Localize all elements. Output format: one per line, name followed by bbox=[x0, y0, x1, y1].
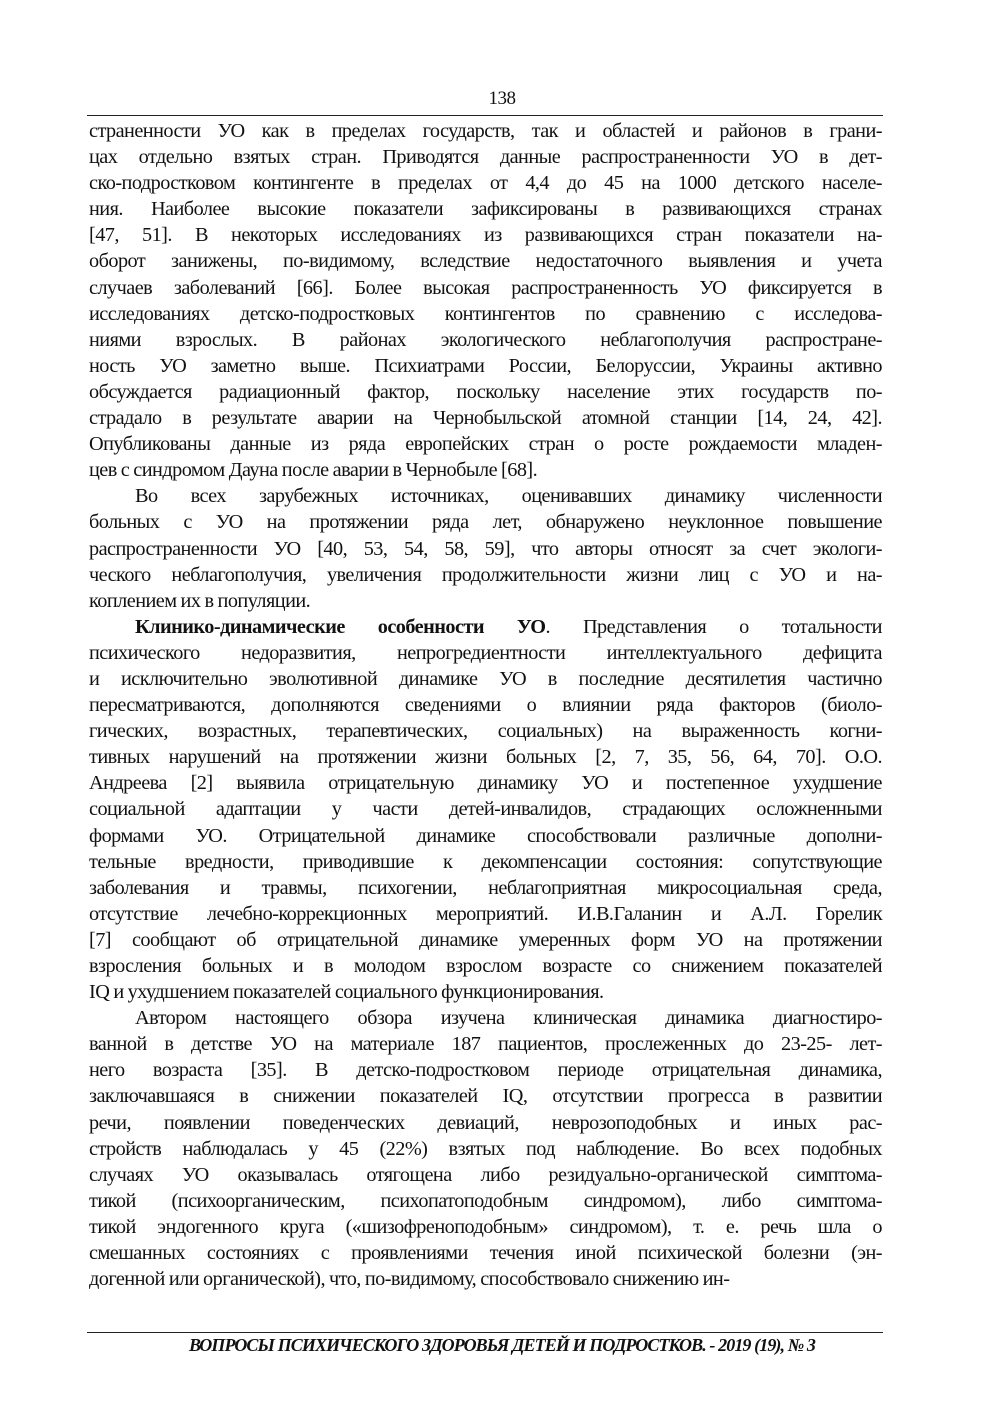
text-line: ность УО заметно выше. Психиатрами России, Белоруссии, Украины активно bbox=[89, 354, 882, 377]
text-line: ванной в детстве УО на материале 187 пациентов, прослеженных до 23-25- лет- bbox=[89, 1033, 882, 1056]
text-line: речи, появлении поведенческих девиаций, неврозоподобных и иных рас- bbox=[89, 1111, 882, 1134]
text-line: отсутствие лечебно-коррекционных мероприятий. И.В.Галанин и А.Л. Горелик bbox=[89, 902, 882, 925]
text-line: распространенности УО [40, 53, 54, 58, 59], что авторы относят за счет экологи- bbox=[89, 537, 882, 560]
text-line: психического недоразвития, непрогредиентности интеллектуального дефицита bbox=[89, 641, 882, 664]
text-line: оборот занижены, по-видимому, вследствие недостаточного выявления и учета bbox=[89, 250, 882, 273]
text-line: [7] сообщают об отрицательной динамике умеренных форм УО на протяжении bbox=[89, 928, 882, 951]
text-line: тельные вредности, приводившие к декомпенсации состояния: сопутствующие bbox=[89, 850, 882, 873]
paragraph bbox=[89, 483, 882, 613]
text-line: цах отдельно взятых стран. Приводятся данные распространенности УО в дет- bbox=[89, 146, 882, 169]
text-line: ско-подростковом контингенте в пределах от 4,4 до 45 на 1000 детского населе- bbox=[89, 172, 882, 195]
footer-rule bbox=[87, 1332, 883, 1333]
text-line: страненности УО как в пределах государств, так и областей и районов в грани- bbox=[89, 120, 882, 142]
article-body bbox=[89, 118, 882, 1292]
header-rule bbox=[87, 115, 883, 116]
text-line: тикой (психоорганическим, психопатоподобным синдромом), либо симптома- bbox=[89, 1189, 882, 1212]
text-line: Клинико-динамические особенности УО. Представления о тотальности bbox=[135, 615, 882, 638]
text-line: стройств наблюдалась у 45 (22%) взятых под наблюдение. Во всех подобных bbox=[89, 1137, 882, 1160]
text-line: [47, 51]. В некоторых исследованиях из развивающихся стран показатели на- bbox=[89, 224, 882, 247]
text-line: больных с УО на протяжении ряда лет, обнаружено неуклонное повышение bbox=[89, 511, 882, 534]
text-line: коплением их в популяции. bbox=[89, 589, 311, 612]
text-line: Опубликованы данные из ряда европейских стран о росте рождаемости младен- bbox=[89, 433, 882, 456]
text-line: и исключительно эволютивной динамике УО в последние десятилетия частично bbox=[89, 667, 882, 690]
text-line: взросления больных и в молодом взрослом возрасте со снижением показателей bbox=[89, 955, 882, 977]
text-line: Андреева [2] выявила отрицательную динамику УО и постепенное ухудшение bbox=[89, 772, 882, 795]
page-number: 138 bbox=[488, 88, 516, 109]
paragraph bbox=[89, 118, 882, 483]
text-line: заболевания и травмы, психогении, неблагоприятная микросоциальная среда, bbox=[89, 876, 882, 899]
text-line: обсуждается радиационный фактор, поскольку население этих государств по- bbox=[89, 380, 882, 403]
text-line: случаях УО оказывалась отягощена либо резидуально-органической симптома- bbox=[89, 1163, 882, 1186]
text-line: ческого неблагополучия, увеличения продолжительности жизни лиц с УО и на- bbox=[89, 563, 882, 586]
text-line: заключавшаяся в снижении показателей IQ, отсутствии прогресса в развитии bbox=[89, 1085, 882, 1108]
text-line: смешанных состояниях с проявлениями течения иной психической болезни (эн- bbox=[89, 1242, 882, 1265]
text-line: ния. Наиболее высокие показатели зафиксированы в развивающихся странах bbox=[89, 198, 882, 221]
text-line: пересматриваются, дополняются сведениями о влиянии ряда факторов (биоло- bbox=[89, 694, 882, 717]
section-heading: Клинико-динамические особенности УО bbox=[135, 615, 546, 638]
text-line: формами УО. Отрицательной динамике способствовали различные дополни- bbox=[89, 824, 882, 847]
text-line: догенной или органической), что, по-видимому, способствовало снижению ин- bbox=[89, 1268, 730, 1291]
text-line: IQ и ухудшением показателей социального функционирования. bbox=[89, 981, 604, 1004]
text-line: случаев заболеваний [66]. Более высокая распространенность УО фиксируется в bbox=[89, 276, 882, 299]
text-line: исследованиях детско-подростковых контингентов по сравнению с исследова- bbox=[89, 302, 882, 325]
text-line: цев с синдромом Дауна после аварии в Чернобыле [68]. bbox=[89, 459, 538, 482]
text-line: гических, возрастных, терапевтических, социальных) на выраженность когни- bbox=[89, 720, 882, 743]
text-line: Автором настоящего обзора изучена клиническая динамика диагностиро- bbox=[135, 1007, 882, 1030]
journal-footer: ВОПРОСЫ ПСИХИЧЕСКОГО ЗДОРОВЬЯ ДЕТЕЙ И ПОДРОСТКОВ. - 2019 (19), № 3 bbox=[189, 1335, 815, 1355]
text-line: ниями взрослых. В районах экологического неблагополучия распростране- bbox=[89, 328, 882, 351]
text-line: социальной адаптации у части детей-инвалидов, страдающих осложненными bbox=[89, 798, 882, 821]
text-line: тикой эндогенного круга («шизофреноподобным» синдромом), т. е. речь шла о bbox=[89, 1215, 882, 1238]
text-line: страдало в результате аварии на Чернобыльской атомной станции [14, 24, 42]. bbox=[89, 407, 882, 430]
paragraph bbox=[89, 614, 882, 1005]
paragraph bbox=[89, 1005, 882, 1292]
text-line: него возраста [35]. В детско-подростковом периоде отрицательная динамика, bbox=[89, 1059, 882, 1082]
text-line: Во всех зарубежных источниках, оценивавших динамику численности bbox=[135, 485, 882, 508]
text-line: тивных нарушений на протяжении жизни больных [2, 7, 35, 56, 64, 70]. О.О. bbox=[89, 746, 882, 769]
